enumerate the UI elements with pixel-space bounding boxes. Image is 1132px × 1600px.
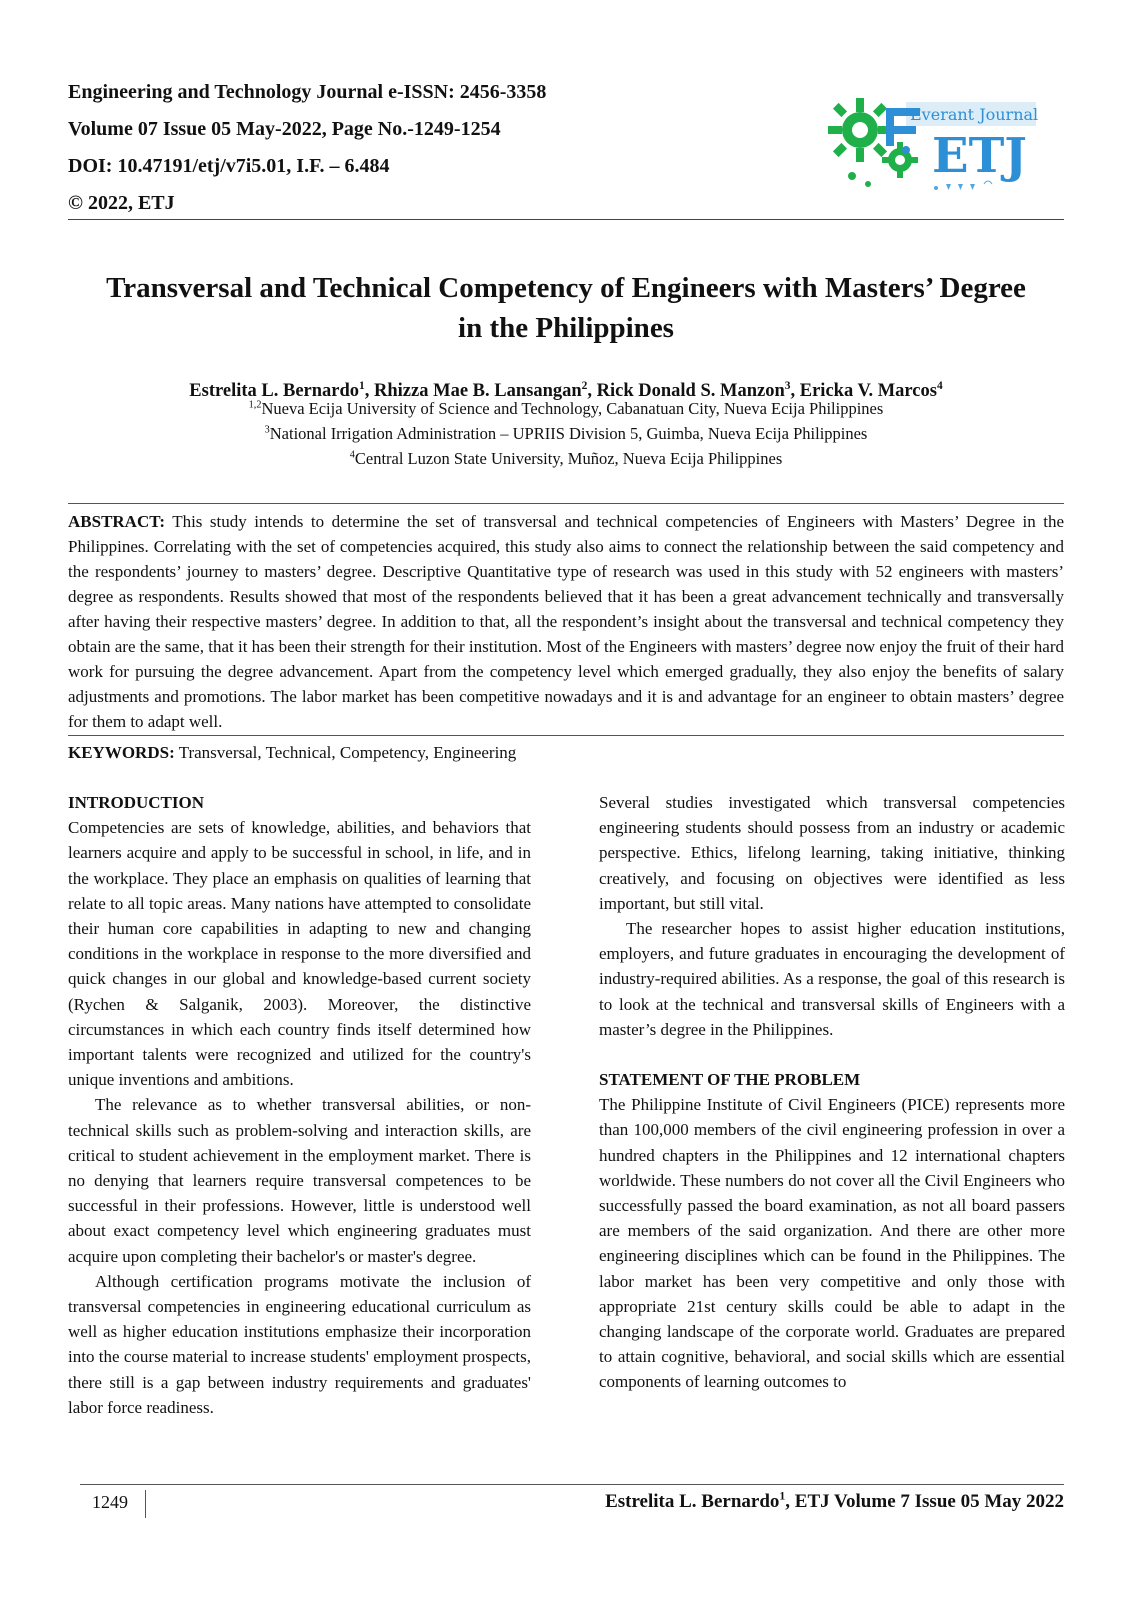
affiliation-line	[68, 398, 1064, 420]
paper-title-line-2: in the Philippines	[458, 312, 674, 344]
journal-header	[68, 78, 688, 226]
body-paragraph: The researcher hopes to assist higher education institutions, employers, and future graduates in encouraging the development of industry-required abilities. As a response, the goal of this research is to look at the technical and transversal skills of Engineers with a master’s degree in the Philippines.	[599, 919, 1065, 1039]
affiliation-text: Nueva Ecija University of Science and Technology, Cabanatuan City, Nueva Ecija Philippines	[261, 399, 884, 418]
body-paragraph: Although certification programs motivate the inclusion of transversal competencies in engineering educational curriculum as well as higher education institutions emphasize their incorporation into the course material to increase students' employment prospects, there still is a gap between industry requirements and graduates' labor force readiness.	[68, 1271, 531, 1417]
body-paragraph: The relevance as to whether transversal abilities, or non-technical skills such as problem-solving and interaction skills, are critical to student achievement in the employment market. There is no denying that learners require transversal competences to be successful in their professions. However, little is understood well about exact competency level which engineering graduates must acquire upon completing their bachelor's or master's degree.	[68, 1095, 531, 1266]
footer-separator	[145, 1490, 146, 1518]
keywords	[68, 741, 1064, 765]
affiliation-mark: 4	[349, 449, 355, 461]
author-name: Rick Donald S. Manzon	[596, 381, 785, 401]
affiliation-line	[68, 448, 1064, 470]
journal-copyright: © 2022, ETJ	[68, 192, 175, 214]
author-name: Estrelita L. Bernardo	[189, 381, 360, 401]
page-number: 1249	[92, 1492, 128, 1512]
abstract-top-divider	[68, 503, 1064, 504]
author-name: Rhizza Mae B. Lansangan	[374, 381, 582, 401]
author-affiliation-mark: 1	[359, 379, 365, 392]
journal-volume: Volume 07 Issue 05 May-2022, Page No.-1249-1254	[68, 118, 501, 140]
right-column	[599, 790, 1065, 1395]
affiliation-text: National Irrigation Administration – UPRIIS Division 5, Guimba, Nueva Ecija Philippines	[269, 424, 868, 443]
footer-author-mark: 1	[779, 1489, 786, 1503]
etj-logo	[828, 90, 1038, 196]
body-paragraph: The Philippine Institute of Civil Engineers (PICE) represents more than 100,000 members of the civil engineering profession in over a hundred chapters in the Philippines and 12 international chapters worldwide. These numbers do not cover all the Civil Engineers who successfully passed the board examination, as not all board passers are members of the said organization. And there are other more engineering disciplines which can be found in the Philippines. The labor market has been very competitive and only those with appropriate 21st century skills could be able to adapt in the changing landscape of the corporate world. Graduates are prepared to attain cognitive, behavioral, and social skills which are essential components of learning outcomes to	[599, 1095, 1065, 1392]
section-heading-introduction: INTRODUCTION	[68, 793, 205, 812]
journal-doi: DOI: 10.47191/etj/v7i5.01, I.F. – 6.484	[68, 155, 390, 177]
author-affiliation-mark: 3	[784, 379, 791, 392]
affiliation-text: Central Luzon State University, Muñoz, Nueva Ecija Philippines	[354, 449, 783, 468]
affiliation-line	[68, 423, 1064, 445]
abstract-bottom-divider	[68, 735, 1064, 736]
paper-title	[68, 268, 1064, 348]
keywords-label: KEYWORDS:	[68, 743, 175, 762]
keywords-text: Transversal, Technical, Competency, Engineering	[178, 743, 517, 762]
affiliation-mark: 1,2	[248, 399, 262, 411]
left-column	[68, 790, 531, 1420]
author-separator: ,	[364, 381, 375, 401]
logo-text-top: Everant Journal	[910, 105, 1038, 124]
body-paragraph: Competencies are sets of knowledge, abilities, and behaviors that learners acquire and apply to be successful in school, in life, and in the workplace. They place an emphasis on qualities of learning that relate to all topic areas. Many nations have attempted to consolidate their human core capabilities in adapting to new and changing conditions in the workplace in response to the more diversified and quick changes in our global and knowledge-based current society (Rychen & Salganik, 2003). Moreover, the distinctive circumstances in which each country finds itself determined how important talents were recognized and utilized for the country's unique inventions and ambitions.	[68, 818, 531, 1090]
abstract	[68, 509, 1064, 734]
journal-issn: Engineering and Technology Journal e-ISSN: 2456-3358	[68, 81, 547, 103]
footer-author: Estrelita L. Bernardo	[605, 1491, 780, 1512]
abstract-text: This study intends to determine the set of transversal and technical competencies of Engineers with Masters’ Degree in the Philippines. Correlating with the set of competencies acquired, this study also aims to connect the relationship between the said competency and the respondents’ journey to masters’ degree. Descriptive Quantitative type of research was used in this study with 52 engineers with masters’ degree as respondents. Results showed that most of the respondents believed that it has been a great advancement technically and transversally after having their respective masters’ degree. In addition to that, all the respondent’s insight about the transversal and technical competency they obtain are the same, that it has been their strength for their institution. Most of the Engineers with masters’ degree now enjoy the fruit of their hard work for pursuing the degree advancement. Apart from the competency level which emerged gradually, they also enjoy the benefits of salary adjustments and promotions. The labor market has been competitive nowadays and it is and advantage for an engineer to obtain masters’ degree for them to adapt well.	[68, 512, 1064, 731]
author-affiliation-mark: 4	[936, 379, 943, 392]
footer-divider	[80, 1484, 1064, 1485]
author-separator: ,	[587, 381, 597, 401]
logo-text-main: ETJ	[932, 128, 1028, 184]
body-paragraph: Several studies investigated which transversal competencies engineering students should possess from an industry or academic perspective. Ethics, lifelong learning, taking initiative, thinking creatively, and focusing on objectives were identified as less important, but still vital.	[599, 793, 1065, 913]
author-name: Ericka V. Marcos	[799, 381, 937, 401]
author-separator: ,	[790, 381, 800, 401]
author-affiliation-mark: 2	[581, 379, 588, 392]
paper-title-line-1: Transversal and Technical Competency of Engineers with Masters’ Degree	[106, 272, 1026, 304]
affiliation-mark: 3	[264, 424, 270, 436]
etj-logo-icon	[828, 90, 1038, 196]
header-divider	[68, 219, 1064, 220]
footer-citation	[605, 1491, 1064, 1513]
footer-citation-text: , ETJ Volume 7 Issue 05 May 2022	[785, 1491, 1064, 1512]
section-heading-statement-of-problem: STATEMENT OF THE PROBLEM	[599, 1070, 861, 1090]
abstract-label: ABSTRACT:	[68, 512, 165, 531]
